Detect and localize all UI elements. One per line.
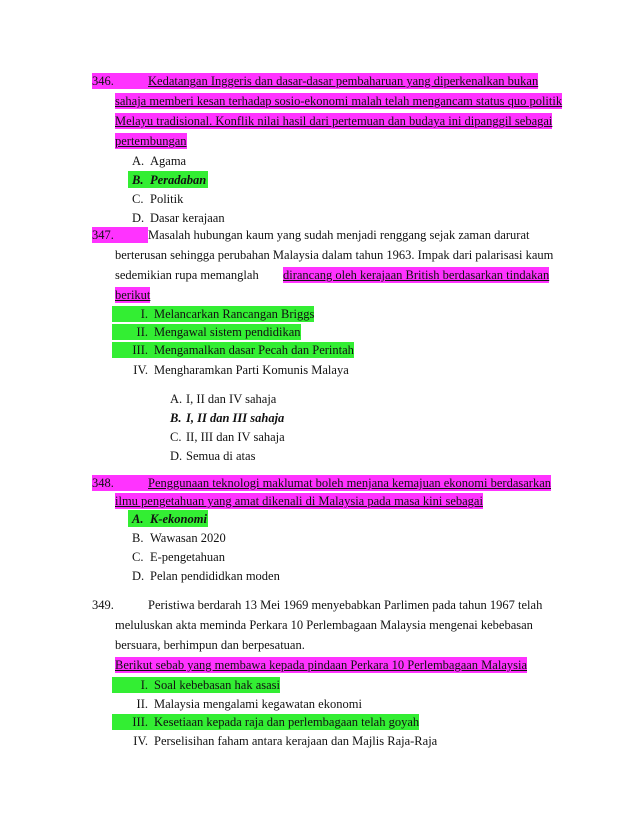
statement-text: Mengharamkan Parti Komunis Malaya — [154, 363, 349, 377]
option-letter: C. — [170, 430, 182, 444]
option-letter: A. — [170, 392, 183, 406]
option-text: I, II dan III sahaja — [186, 411, 285, 425]
statement-roman: III. — [112, 714, 154, 730]
statement-roman: II. — [136, 697, 148, 711]
option-letter: C. — [132, 550, 144, 564]
question-text-line: sedemikian rupa memanglah — [115, 268, 259, 282]
option-text: Politik — [150, 192, 184, 206]
option-text: I, II dan IV sahaja — [186, 392, 277, 406]
option-text: Wawasan 2020 — [150, 531, 226, 545]
option-text: II, III dan IV sahaja — [186, 430, 285, 444]
statement-text: Soal kebebasan hak asasi — [154, 678, 281, 692]
statement-roman: I. — [112, 677, 154, 693]
statement-text: Malaysia mengalami kegawatan ekonomi — [154, 697, 362, 711]
option-letter: B. — [132, 173, 144, 187]
statement-text: Mengamalkan dasar Pecah dan Perintah — [154, 343, 354, 357]
option-text: Pelan pendididkan moden — [150, 569, 280, 583]
statement-roman: IV. — [133, 363, 148, 377]
question-text-line-highlighted: Berikut sebab yang membawa kepada pindaan Perkara 10 Perlembagaan Malaysia — [115, 658, 527, 672]
option-letter: B. — [132, 531, 144, 545]
question-text-line: ilmu pengetahuan yang amat dikenali di Malaysia pada masa kini sebagai — [115, 494, 483, 508]
question-number: 349. — [92, 598, 114, 612]
option-text: Dasar kerajaan — [150, 211, 225, 225]
option-text: Peradaban — [150, 173, 207, 187]
statement-roman: II. — [112, 324, 154, 340]
option-letter: D. — [132, 211, 145, 225]
option-letter: D. — [170, 449, 183, 463]
option-letter: A. — [132, 512, 144, 526]
question-text-line-highlighted: dirancang oleh kerajaan British berdasarkan tindakan — [283, 268, 550, 282]
question-text-line: sahaja memberi kesan terhadap sosio-ekonomi malah telah mengancam status quo politik — [115, 94, 563, 108]
statement-roman: I. — [112, 306, 154, 322]
question-text-line: pertembungan — [115, 134, 187, 148]
statement-roman: IV. — [133, 734, 148, 748]
statement-text: Perselisihan faham antara kerajaan dan Majlis Raja-Raja — [154, 734, 438, 748]
option-text: K-ekonomi — [150, 512, 207, 526]
option-text: Semua di atas — [186, 449, 256, 463]
option-letter: B. — [170, 411, 182, 425]
question-text-line: Peristiwa berdarah 13 Mei 1969 menyebabkan Parlimen pada tahun 1967 telah — [148, 598, 543, 612]
statement-text: Melancarkan Rancangan Briggs — [154, 307, 315, 321]
option-text: E-pengetahuan — [150, 550, 225, 564]
question-number: 347. — [92, 227, 148, 243]
question-text-line: berterusan sehingga perubahan Malaysia dalam tahun 1963. Impak dari palarisasi kaum — [115, 248, 554, 262]
question-number: 348. — [92, 475, 148, 491]
option-letter: D. — [132, 569, 145, 583]
question-text-line: berikut — [115, 288, 151, 302]
statement-text: Kesetiaan kepada raja dan perlembagaan telah goyah — [154, 715, 420, 729]
question-number: 346. — [92, 73, 148, 89]
statement-text: Mengawal sistem pendidikan — [154, 325, 301, 339]
option-text: Agama — [150, 154, 187, 168]
option-letter: A. — [132, 154, 145, 168]
question-text-line: Melayu tradisional. Konflik nilai hasil dari pertemuan dan budaya ini dipanggil sebagai — [115, 114, 553, 128]
question-text-line: Penggunaan teknologi maklumat boleh menjana kemajuan ekonomi berdasarkan — [148, 476, 552, 490]
question-text-line: Masalah hubungan kaum yang sudah menjadi renggang sejak zaman darurat — [148, 228, 530, 242]
question-text-line: bersuara, berhimpun dan berpesatuan. — [115, 638, 305, 652]
question-text-line: Kedatangan Inggeris dan dasar-dasar pembaharuan yang diperkenalkan bukan — [148, 74, 539, 88]
question-text-line: meluluskan akta meminda Perkara 10 Perlembagaan Malaysia mengenai kebebasan — [115, 618, 533, 632]
statement-roman: III. — [112, 342, 154, 358]
option-letter: C. — [132, 192, 144, 206]
